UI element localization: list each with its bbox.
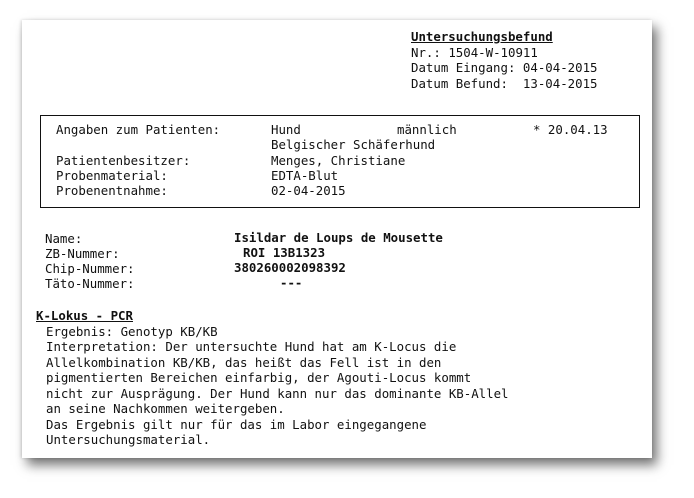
result-section: [36, 308, 509, 448]
result-line: Untersuchungsmaterial.: [46, 432, 211, 447]
zb-number-label: ZB-Nummer:: [45, 246, 120, 261]
result-line: nicht zur Ausprägung. Der Hund kann nur das dominante KB-Allel: [46, 385, 509, 401]
tattoo-number-value: ---: [280, 275, 303, 290]
sample-date-value: 02-04-2015: [271, 183, 346, 198]
result-heading: K-Lokus - PCR: [36, 308, 133, 323]
result-line: Ergebnis: Genotyp KB/KB: [46, 323, 218, 339]
patient-breed: Belgischer Schäferhund: [271, 137, 436, 152]
report-number-value: 1504-W-10911: [448, 44, 538, 60]
report-title: Untersuchungsbefund: [411, 29, 553, 44]
chip-number-label: Chip-Nummer:: [45, 261, 135, 276]
report-header: [411, 29, 598, 91]
finding-date: [411, 76, 598, 92]
finding-date-value: 13-04-2015: [522, 75, 598, 91]
animal-name-value: Isildar de Loups de Mousette: [234, 230, 443, 245]
owner-label: Patientenbesitzer:: [56, 153, 191, 168]
finding-date-label: Datum Befund:: [411, 75, 508, 91]
receipt-date-label: Datum Eingang:: [411, 60, 516, 75]
patient-data-label: Angaben zum Patienten:: [56, 122, 221, 137]
patient-birth-date: * 20.04.13: [533, 122, 608, 137]
chip-number-value: 380260002098392: [234, 260, 346, 275]
sample-material-label: Probenmaterial:: [56, 168, 168, 183]
sample-material-value: EDTA-Blut: [271, 168, 339, 183]
result-line: Allelkombination KB/KB, das heißt das Fell ist in den: [46, 354, 442, 370]
tattoo-number-label: Täto-Nummer:: [45, 276, 135, 291]
result-line: pigmentierten Bereichen einfarbig, der Agouti-Locus kommt: [46, 370, 472, 385]
report-number-label: Nr.:: [411, 44, 441, 60]
result-line: an seine Nachkommen weitergeben.: [46, 401, 285, 416]
receipt-date-value: 04-04-2015: [522, 60, 598, 75]
owner-value: Menges, Christiane: [271, 153, 406, 168]
report-number: [411, 45, 598, 61]
patient-sex: männlich: [397, 122, 457, 137]
result-line: Das Ergebnis gilt nur für das im Labor eingegangene: [46, 416, 427, 432]
result-line: Interpretation: Der untersuchte Hund hat am K-Locus die: [46, 339, 457, 354]
animal-name-label: Name:: [45, 231, 83, 246]
patient-species: Hund: [271, 122, 301, 137]
report-page: [22, 20, 652, 458]
zb-number-value: ROI 13B1323: [243, 245, 326, 260]
sample-date-label: Probenentnahme:: [56, 183, 168, 198]
receipt-date: [411, 60, 598, 76]
patient-info-box: [40, 115, 640, 208]
